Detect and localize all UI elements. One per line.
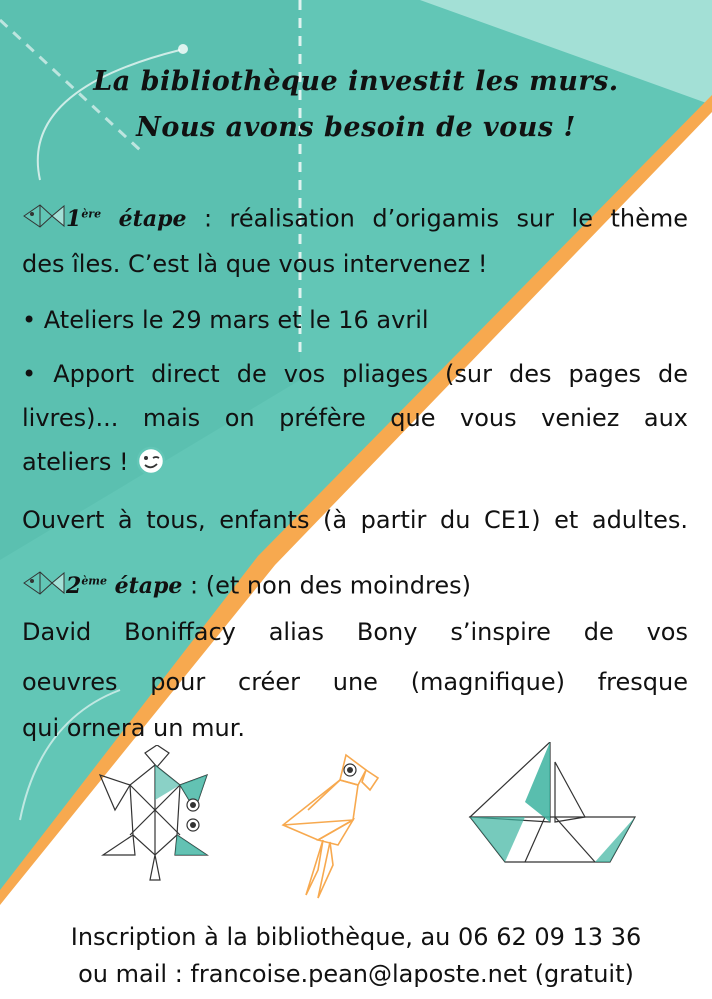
origami-fish-icon [22,202,66,230]
step1-bullet-2-line-1: • Apport direct de vos pliages (sur des pages de [22,360,688,388]
step1-bullet-2-line-2: livres)... mais on préfère que vous veniez aux [22,404,688,432]
origami-boat-icon [465,742,640,872]
step1-bullet2-line3-text: ateliers ! [22,448,129,476]
wink-smiley-icon [136,446,166,476]
step2-line-1 [22,560,688,608]
origami-parrot-icon [278,750,388,900]
origami-fish-icon [22,569,66,597]
step1-bullet-1: • Ateliers le 29 mars et le 16 avril [22,306,429,334]
origami-turtle-icon [95,745,220,885]
title-line-1: La bibliothèque investit les murs. [93,66,619,97]
step1-line-1 [22,193,688,241]
footer-line-2: ou mail : francoise.pean@laposte.net (gratuit) [78,960,634,988]
footer-line-1: Inscription à la bibliothèque, au 06 62 09 13 36 [70,923,642,951]
step2-line-2: David Boniffacy alias Bony s’inspire de vos [22,618,688,646]
step2-line-3: oeuvres pour créer une (magnifique) fresque [22,668,688,696]
step1-bullet-2-line-3 [22,440,688,484]
arrow-dot [178,44,188,54]
open-to-all-text: Ouvert à tous, enfants (à partir du CE1) et adultes. [22,506,688,534]
step1-label: 1ère étape [66,206,187,233]
step1-line-2: des îles. C’est là que vous intervenez ! [22,250,488,278]
step1-line1-text: : réalisation d’origamis sur le thème [186,204,689,233]
step2-line-4: qui ornera un mur. [22,714,245,742]
step2-label: 2ème étape [66,573,183,600]
step2-line1-text: : (et non des moindres) [182,571,471,600]
title-line-2: Nous avons besoin de vous ! [136,112,576,143]
